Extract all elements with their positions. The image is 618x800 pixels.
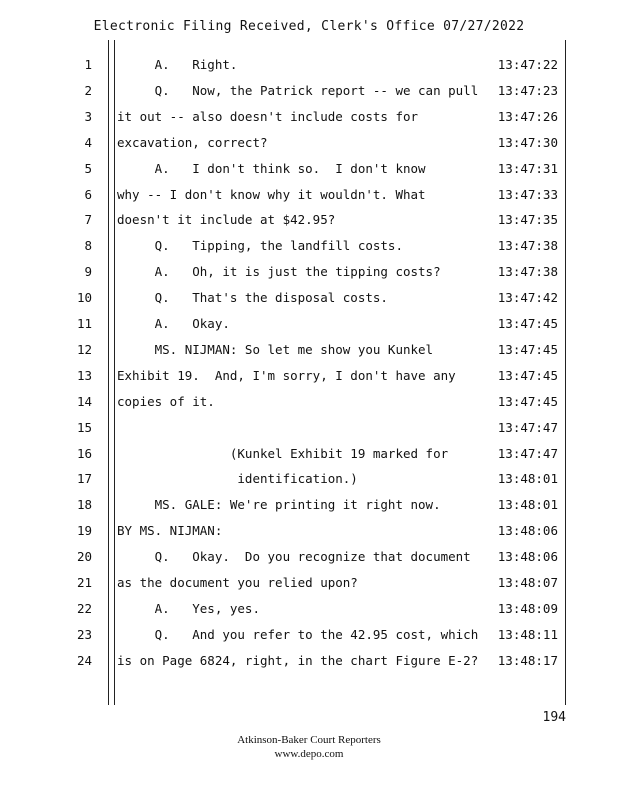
line-text: excavation, correct?: [117, 134, 268, 150]
line-timestamp: 13:47:45: [497, 316, 558, 331]
transcript-line: [0, 316, 618, 336]
transcript-line: [0, 575, 618, 595]
transcript-line: [0, 342, 618, 362]
line-number: 15: [76, 419, 92, 435]
line-number: 13: [76, 367, 92, 383]
line-number: 19: [76, 523, 92, 539]
line-number: 9: [84, 264, 92, 280]
line-timestamp: 13:47:35: [497, 212, 558, 228]
transcript-line: [0, 601, 618, 621]
transcript-line: [0, 187, 618, 207]
line-number: 4: [84, 134, 92, 150]
line-number: 18: [76, 497, 92, 513]
line-timestamp: 13:48:06: [497, 523, 558, 539]
line-number: 8: [84, 238, 92, 254]
line-text: BY MS. NIJMAN:: [117, 523, 223, 539]
line-timestamp: 13:47:31: [497, 160, 558, 176]
line-text: Q. That's the disposal costs.: [117, 290, 388, 306]
line-text: A. Okay.: [117, 316, 230, 331]
line-text: identification.): [117, 471, 358, 487]
line-text: A. I don't think so. I don't know: [117, 160, 426, 176]
line-text: (Kunkel Exhibit 19 marked for: [117, 445, 449, 461]
line-timestamp: 13:47:47: [497, 419, 558, 435]
line-timestamp: 13:47:22: [497, 57, 558, 72]
footer-website: www.depo.com: [274, 748, 344, 760]
line-number: 7: [84, 212, 92, 228]
line-text: A. Yes, yes.: [117, 600, 260, 616]
line-number: 14: [76, 393, 92, 409]
transcript-line: [0, 57, 618, 77]
transcript-line: [0, 161, 618, 181]
transcript-line: [0, 109, 618, 129]
line-text: A. Right.: [117, 57, 238, 72]
line-timestamp: 13:48:06: [497, 549, 558, 565]
line-number: 24: [76, 652, 92, 668]
line-timestamp: 13:47:38: [497, 264, 558, 280]
line-text: Exhibit 19. And, I'm sorry, I don't have any: [117, 367, 456, 383]
transcript-line: [0, 446, 618, 466]
transcript-line: [0, 135, 618, 155]
transcript-line: [0, 549, 618, 569]
line-text: doesn't it include at $42.95?: [117, 212, 336, 228]
line-text: why -- I don't know why it wouldn't. What: [117, 186, 426, 202]
line-number: 20: [76, 549, 92, 565]
line-number: 11: [76, 316, 92, 331]
line-number: 6: [84, 186, 92, 202]
line-timestamp: 13:47:45: [497, 367, 558, 383]
line-text: Q. And you refer to the 42.95 cost, which: [117, 626, 479, 642]
line-timestamp: 13:47:45: [497, 393, 558, 409]
line-number: 17: [76, 471, 92, 487]
transcript-line: [0, 238, 618, 258]
line-timestamp: 13:47:47: [497, 445, 558, 461]
line-timestamp: 13:48:11: [497, 626, 558, 642]
line-timestamp: 13:48:09: [497, 600, 558, 616]
line-number: 22: [76, 600, 92, 616]
line-number: 3: [84, 108, 92, 124]
transcript-line: [0, 368, 618, 388]
line-number: 23: [76, 626, 92, 642]
transcript-line: [0, 653, 618, 673]
line-number: 21: [76, 575, 92, 590]
transcript-line: [0, 264, 618, 284]
line-timestamp: 13:47:42: [497, 290, 558, 306]
transcript-line: [0, 394, 618, 414]
line-text: Q. Tipping, the landfill costs.: [117, 238, 403, 254]
line-text: Q. Okay. Do you recognize that document: [117, 549, 471, 565]
transcript-line: [0, 83, 618, 103]
line-timestamp: 13:48:07: [497, 575, 558, 590]
transcript-line: [0, 497, 618, 517]
line-timestamp: 13:48:01: [497, 471, 558, 487]
line-timestamp: 13:47:26: [497, 108, 558, 124]
transcript-line: [0, 290, 618, 310]
line-text: as the document you relied upon?: [117, 575, 358, 590]
line-text: A. Oh, it is just the tipping costs?: [117, 264, 441, 280]
transcript-line: [0, 212, 618, 232]
transcript-line: [0, 471, 618, 491]
line-text: MS. GALE: We're printing it right now.: [117, 497, 441, 513]
line-number: 16: [76, 445, 92, 461]
line-number: 1: [84, 57, 92, 72]
transcript-line: [0, 523, 618, 543]
line-text: MS. NIJMAN: So let me show you Kunkel: [117, 341, 434, 357]
transcript-line: [0, 627, 618, 647]
line-number: 12: [76, 341, 92, 357]
page-number: 194: [542, 710, 566, 725]
footer-company: Atkinson-Baker Court Reporters: [237, 734, 381, 746]
line-timestamp: 13:47:38: [497, 238, 558, 254]
line-text: copies of it.: [117, 393, 215, 409]
line-number: 10: [76, 290, 92, 306]
line-number: 5: [84, 160, 92, 176]
line-text: Q. Now, the Patrick report -- we can pull: [117, 82, 479, 98]
line-number: 2: [84, 82, 92, 98]
line-timestamp: 13:48:17: [497, 652, 558, 668]
line-timestamp: 13:47:30: [497, 134, 558, 150]
line-timestamp: 13:47:45: [497, 341, 558, 357]
line-text: is on Page 6824, right, in the chart Figure E-2?: [117, 652, 479, 668]
line-timestamp: 13:48:01: [497, 497, 558, 513]
footer: [0, 733, 618, 761]
line-timestamp: 13:47:33: [497, 186, 558, 202]
transcript-line: [0, 420, 618, 440]
line-timestamp: 13:47:23: [497, 82, 558, 98]
line-text: it out -- also doesn't include costs for: [117, 108, 419, 124]
filing-stamp-header: Electronic Filing Received, Clerk's Office 07/27/2022: [93, 19, 525, 34]
